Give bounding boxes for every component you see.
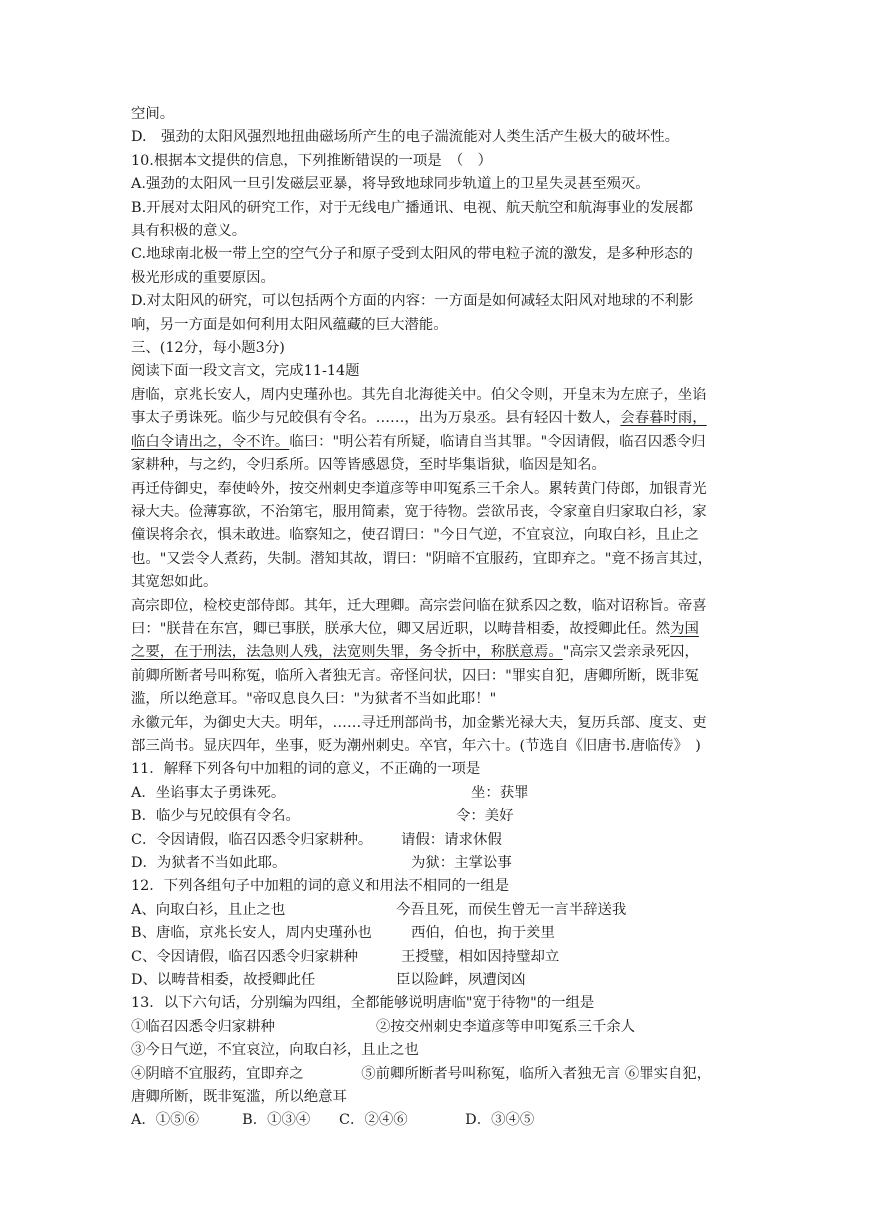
question-13-stem: 13．以下六句话，分别编为四组，全都能够说明唐临"宽于待物"的一组是 (131, 995, 595, 1012)
q13-item-line: ③今日气逆，不宜哀泣，向取白衫，且止之也 (131, 1042, 419, 1059)
option-line: 具有积极的意义。 (131, 223, 247, 240)
passage-line: 部三尚书。显庆四年，坐事，贬为潮州刺史。卒官，年六十。(节选自《旧唐书.唐临传》 ) (131, 737, 701, 754)
option-compare: 臣以险衅，夙遭闵凶 (396, 972, 526, 989)
passage-line (131, 407, 741, 430)
option-line: 响，另一方面是如何利用太阳风蕴藏的巨大潜能。 (131, 316, 448, 333)
option-sentence: C、令因请假，临召囚悉令归家耕种 (131, 948, 358, 965)
q11-option-c (131, 829, 741, 852)
passage-line: 僮误将余衣，惧未敢进。临察知之，使召谓曰："今日气逆，不宜哀泣，向取白衫，且止之 (131, 527, 699, 544)
q12-option-c (131, 946, 741, 969)
option-compare: 今吾且死，而侯生曾无一言半辞送我 (396, 901, 627, 918)
text-line: 空间。 (131, 106, 175, 122)
passage-text: "高宗又尝亲录死囚， (562, 644, 699, 661)
passage-text: 曰："朕昔在东宫，卿已事朕，朕承大位，卿又居近职，以畴昔相委，故授卿此任。然 (131, 620, 671, 637)
q13-item: ②按交州刺史李道彦等申叩冤系三千余人 (376, 1018, 636, 1035)
option-sentence: A、向取白衫，且止之也 (131, 901, 286, 918)
underlined-text: 会春暮时雨， (620, 410, 707, 427)
passage-line (131, 431, 741, 454)
passage-line: 唐临，京兆长安人，周内史瑾孙也。其先自北海徙关中。伯父令则，开皇末为左庶子，坐谄 (131, 386, 707, 403)
option-sentence: A．坐谄事太子勇诛死。 (131, 784, 286, 801)
text-line: D. 强劲的太阳风强烈地扭曲磁场所产生的电子湍流能对人类生活产生极大的破坏性。 (131, 129, 680, 146)
underlined-text: 之要，在于刑法，法急则人残，法宽则失罪，务令折中，称朕意焉。 (131, 644, 563, 661)
passage-line: 家耕种，与之约，令归系所。囚等皆感恩贷，至时毕集诣狱，临因是知名。 (131, 457, 606, 474)
question-12-stem: 12．下列各组句子中加粗的词的意义和用法不相同的一组是 (131, 878, 510, 895)
section-heading: 三、(12分，每小题3分) (131, 340, 285, 357)
question-11-stem: 11．解释下列各句中加粗的词的意义，不正确的一项是 (131, 761, 481, 778)
q13-item-line: ④阴暗不宜服药，宜即弃之 ⑤前卿所断者号叫称冤，临所入者独无言 ⑥罪实自犯， (131, 1065, 712, 1082)
q12-option-b (131, 922, 741, 945)
underlined-text: 临白令请出之，令不许。 (131, 433, 290, 450)
passage-line: 永徽元年，为御史大夫。明年，……寻迁刑部尚书，加金紫光禄大夫，复历兵部、度支、吏 (131, 714, 707, 731)
option-sentence: B、唐临，京兆长安人，周内史瑾孙也 (131, 925, 372, 942)
q13-items (131, 1016, 741, 1039)
option-sentence: D．为狱者不当如此耶。 (131, 855, 287, 871)
option-compare: 王授璧，相如因持璧却立 (401, 948, 560, 965)
option-meaning: 坐：获罪 (471, 784, 529, 801)
section-instruction: 阅读下面一段文言文，完成11-14题 (131, 363, 360, 380)
option-meaning: 请假：请求休假 (401, 831, 502, 848)
q13-item: ①临召囚悉令归家耕种 (131, 1018, 275, 1035)
passage-line: 也。"又尝令人煮药，失制。潜知其故，谓曰："阴暗不宜服药，宜即弃之。"竟不扬言其过， (131, 550, 713, 567)
option-line: D.对太阳风的研究，可以包括两个方面的内容：一方面是如何减轻太阳风对地球的不利影 (131, 293, 694, 310)
option-compare: 西伯，伯也，拘于羑里 (411, 925, 555, 942)
option-sentence: B．临少与兄皎俱有令名。 (131, 808, 300, 825)
q11-option-d (131, 852, 741, 875)
passage-line: 再迁侍御史，奉使岭外，按交州刺史李道彦等申叩冤系三千余人。累转黄门侍郎，加银青光 (131, 480, 707, 497)
q12-option-a (131, 899, 741, 922)
passage-line: 高宗即位，检校吏部侍郎。其年，迁大理卿。高宗尝问临在狱系囚之数，临对诏称旨。帝喜 (131, 597, 707, 614)
passage-line (131, 641, 741, 664)
passage-line: 前卿所断者号叫称冤，临所入者独无言。帝怪问状，囚曰："罪实自犯，唐卿所断，既非冤 (131, 667, 699, 684)
passage-line: 其宽恕如此。 (131, 574, 218, 591)
exam-page (131, 103, 741, 1133)
option-meaning: 为狱：主掌讼事 (411, 855, 512, 871)
q12-option-d (131, 969, 741, 992)
option-meaning: 令：美好 (456, 808, 514, 825)
option-line: C.地球南北极一带上空的空气分子和原子受到太阳风的带电粒子流的激发，是多种形态的 (131, 246, 693, 263)
passage-line: 禄大夫。俭薄寡欲，不治第宅，服用简素，宽于待物。尝欲吊丧，令家童自归家取白衫，家 (131, 503, 707, 520)
option-line: 极光形成的重要原因。 (131, 269, 275, 286)
passage-line: 滥，所以绝意耳。"帝叹息良久曰："为狱者不当如此耶！" (131, 691, 497, 708)
underlined-text: 为国 (670, 620, 699, 637)
passage-text: 事太子勇诛死。临少与兄皎俱有令名。……，出为万泉丞。县有轻囚十数人， (131, 410, 621, 427)
option-line: A.强劲的太阳风一旦引发磁层亚暴，将导致地球同步轨道上的卫星失灵甚至殒灭。 (131, 176, 650, 193)
q13-item-line: 唐卿所断，既非冤滥，所以绝意耳 (131, 1089, 347, 1106)
q11-option-b (131, 805, 741, 828)
q11-option-a (131, 782, 741, 805)
option-line: B.开展对太阳风的研究工作，对于无线电广播通讯、电视、航天航空和航海事业的发展都 (131, 199, 693, 216)
option-sentence: D、以畴昔相委，故授卿此任 (131, 972, 316, 989)
passage-line (131, 618, 741, 641)
passage-text: 临曰："明公若有所疑，临请自当其罪。"令因请假，临召囚悉令归 (289, 433, 706, 450)
question-10-stem: 10.根据本文提供的信息，下列推断错误的一项是 （ ） (131, 152, 493, 169)
q13-answer-options: A．①⑤⑥ B．①③④ C．②④⑥ D．③④⑤ (131, 1112, 535, 1129)
option-sentence: C．令因请假，临召囚悉令归家耕种。 (131, 831, 373, 848)
